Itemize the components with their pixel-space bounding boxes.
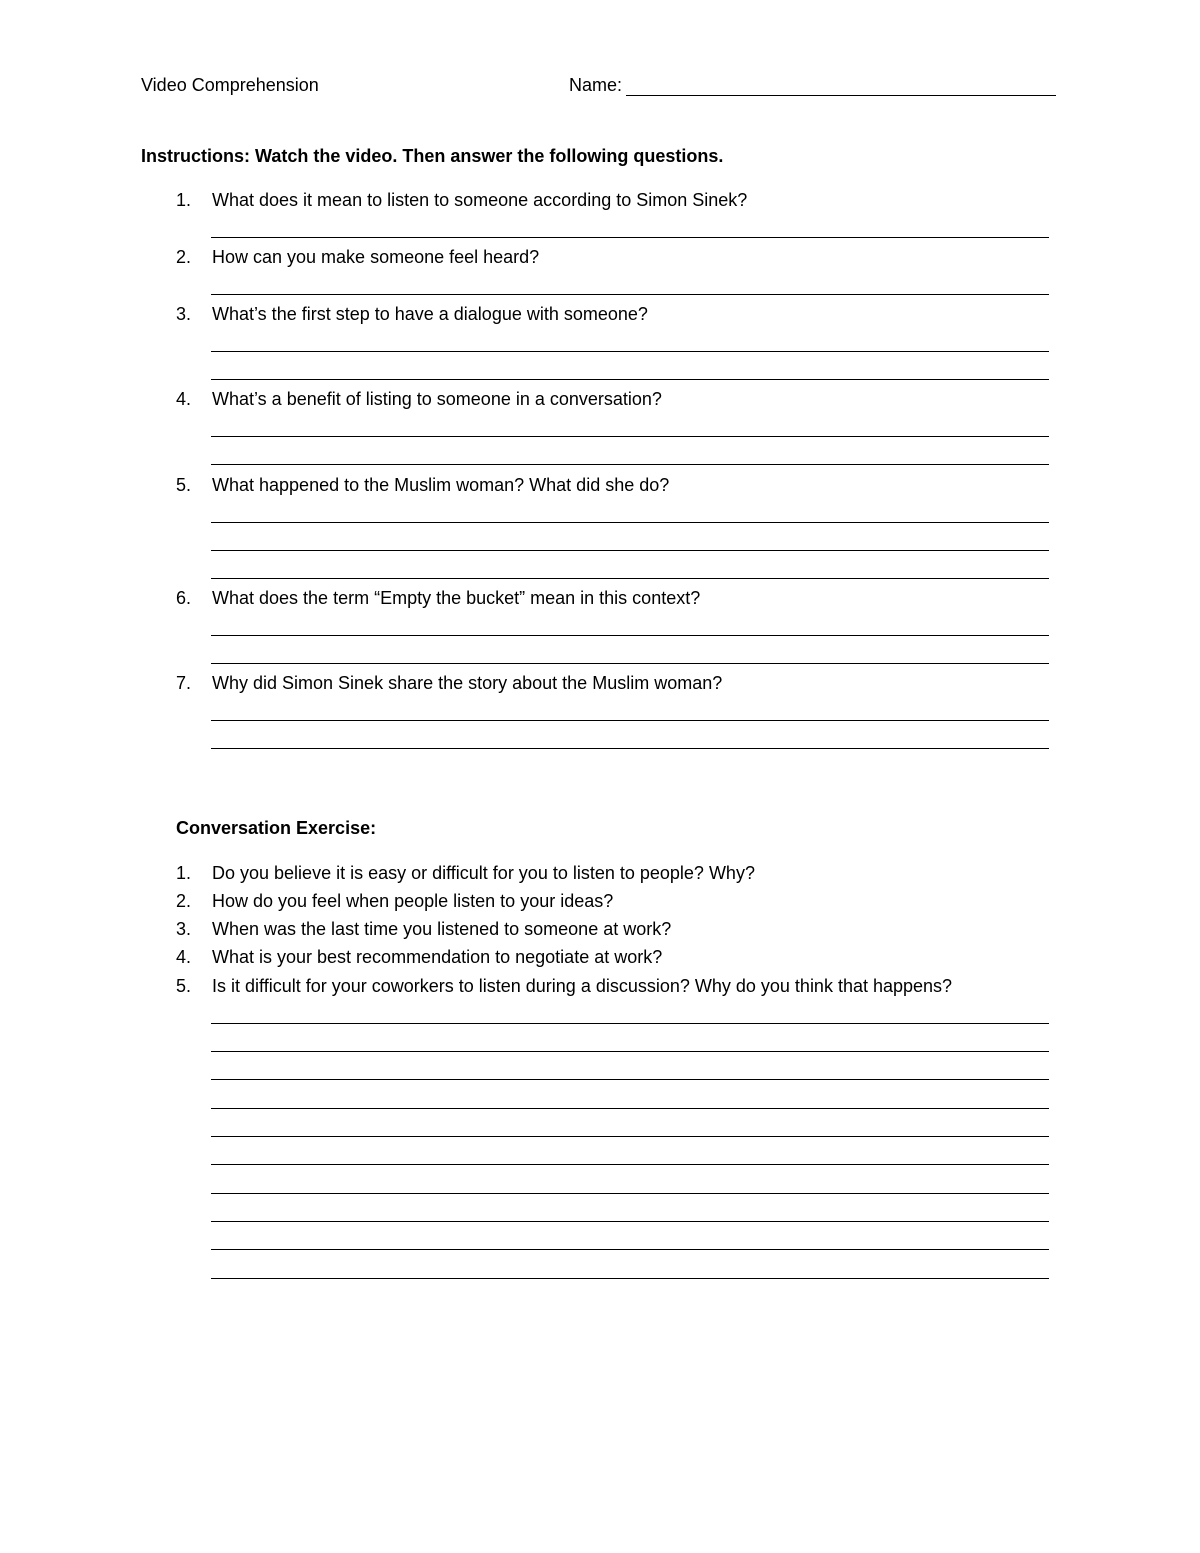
conversation-question: How do you feel when people listen to your ideas?	[212, 891, 614, 911]
instructions: Instructions: Watch the video. Then answer the following questions.	[141, 146, 724, 166]
answer-line[interactable]	[211, 1051, 1049, 1052]
name-line[interactable]	[626, 95, 1056, 96]
question-text: Why did Simon Sinek share the story about the Muslim woman?	[212, 673, 723, 693]
answer-line[interactable]	[211, 464, 1049, 465]
conversation-heading: Conversation Exercise:	[176, 818, 377, 838]
answer-line[interactable]	[211, 294, 1049, 295]
question-text: What happened to the Muslim woman? What did she do?	[212, 475, 670, 495]
question-text: What does it mean to listen to someone according to Simon Sinek?	[212, 190, 748, 210]
answer-line[interactable]	[211, 1193, 1049, 1194]
conversation-question: When was the last time you listened to someone at work?	[212, 919, 672, 939]
conversation-question: Is it difficult for your coworkers to listen during a discussion? Why do you think that happens?	[212, 976, 953, 996]
answer-line[interactable]	[211, 237, 1049, 238]
answer-line[interactable]	[211, 748, 1049, 749]
answer-line[interactable]	[211, 578, 1049, 579]
answer-line[interactable]	[211, 1278, 1049, 1279]
name-label: Name:	[569, 75, 623, 95]
question-text: What does the term “Empty the bucket” mean in this context?	[212, 588, 701, 608]
question-text: What’s a benefit of listing to someone in a conversation?	[212, 389, 662, 409]
answer-line[interactable]	[211, 379, 1049, 380]
question-number: 2.	[176, 247, 192, 267]
answer-line[interactable]	[211, 351, 1049, 352]
answer-line[interactable]	[211, 522, 1049, 523]
answer-line[interactable]	[211, 1136, 1049, 1137]
conversation-number: 5.	[176, 976, 192, 996]
conversation-number: 4.	[176, 947, 192, 967]
answer-line[interactable]	[211, 1249, 1049, 1250]
answer-line[interactable]	[211, 635, 1049, 636]
question-number: 3.	[176, 304, 192, 324]
question-number: 5.	[176, 475, 192, 495]
question-text: How can you make someone feel heard?	[212, 247, 540, 267]
answer-line[interactable]	[211, 1108, 1049, 1109]
question-number: 4.	[176, 389, 192, 409]
question-number: 6.	[176, 588, 192, 608]
answer-line[interactable]	[211, 1023, 1049, 1024]
answer-line[interactable]	[211, 1164, 1049, 1165]
conversation-question: What is your best recommendation to negotiate at work?	[212, 947, 663, 967]
conversation-number: 2.	[176, 891, 192, 911]
conversation-number: 1.	[176, 863, 192, 883]
answer-line[interactable]	[211, 1221, 1049, 1222]
answer-line[interactable]	[211, 550, 1049, 551]
worksheet-title: Video Comprehension	[141, 75, 319, 95]
conversation-number: 3.	[176, 919, 192, 939]
question-number: 1.	[176, 190, 192, 210]
conversation-question: Do you believe it is easy or difficult for you to listen to people? Why?	[212, 863, 755, 883]
answer-line[interactable]	[211, 1079, 1049, 1080]
question-text: What’s the first step to have a dialogue with someone?	[212, 304, 648, 324]
answer-line[interactable]	[211, 436, 1049, 437]
answer-line[interactable]	[211, 720, 1049, 721]
answer-line[interactable]	[211, 663, 1049, 664]
question-number: 7.	[176, 673, 192, 693]
